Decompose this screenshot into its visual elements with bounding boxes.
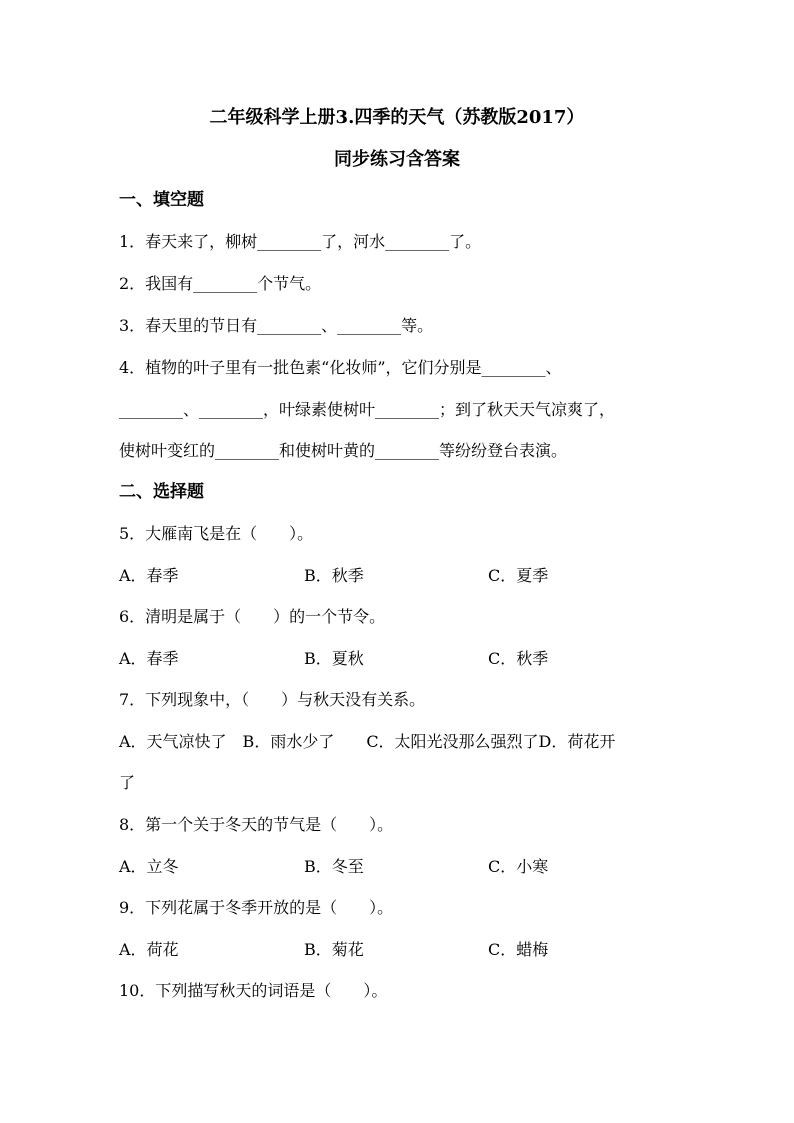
question-5-option-b: B．秋季 (304, 566, 364, 585)
question-4-line-3: 使树叶变红的________和使树叶黄的________等纷纷登台表演。 (119, 441, 568, 460)
section-heading-choice: 二、选择题 (119, 482, 204, 502)
question-5: 5．大雁南飞是在（ ）。 (119, 524, 314, 543)
question-7-options-line-2: 了 (119, 773, 136, 792)
question-8-option-c: C．小寒 (488, 857, 549, 876)
question-8: 8．第一个关于冬天的节气是（ ）。 (119, 815, 394, 834)
question-7-options-line-1: A．天气凉快了 B．雨水少了 C．太阳光没那么强烈了D．荷花开 (119, 732, 616, 751)
question-9: 9．下列花属于冬季开放的是（ ）。 (119, 898, 394, 917)
question-5-option-c: C．夏季 (488, 566, 549, 585)
question-4-line-2: ________、________，叶绿素使树叶________；到了秋天天气凉爽了， (119, 400, 616, 419)
question-2: 2．我国有________个节气。 (119, 274, 322, 293)
question-7: 7．下列现象中，（ ）与秋天没有关系。 (119, 690, 426, 709)
question-9-option-b: B．菊花 (304, 940, 364, 959)
question-5-option-a: A．春季 (119, 566, 179, 585)
question-9-option-c: C．蜡梅 (488, 940, 549, 959)
question-3: 3．春天里的节日有________、________等。 (119, 316, 434, 335)
page-subtitle: 同步练习含答案 (334, 149, 460, 170)
question-1: 1．春天来了，柳树________了，河水________了。 (119, 232, 482, 251)
question-6-option-b: B．夏秋 (304, 649, 364, 668)
question-8-option-a: A．立冬 (119, 857, 179, 876)
question-6-option-a: A．春季 (119, 649, 179, 668)
question-6-option-c: C．秋季 (488, 649, 549, 668)
page-title: 二年级科学上册3.四季的天气（苏教版2017） (209, 107, 585, 128)
question-9-option-a: A．荷花 (119, 940, 179, 959)
question-8-option-b: B．冬至 (304, 857, 364, 876)
question-6: 6．清明是属于（ ）的一个节令。 (119, 607, 386, 626)
question-4-line-1: 4．植物的叶子里有一批色素“化妆师”，它们分别是________、 (119, 358, 562, 377)
question-10: 10．下列描写秋天的词语是（ ）。 (119, 981, 388, 1000)
section-heading-fill: 一、填空题 (119, 190, 204, 210)
